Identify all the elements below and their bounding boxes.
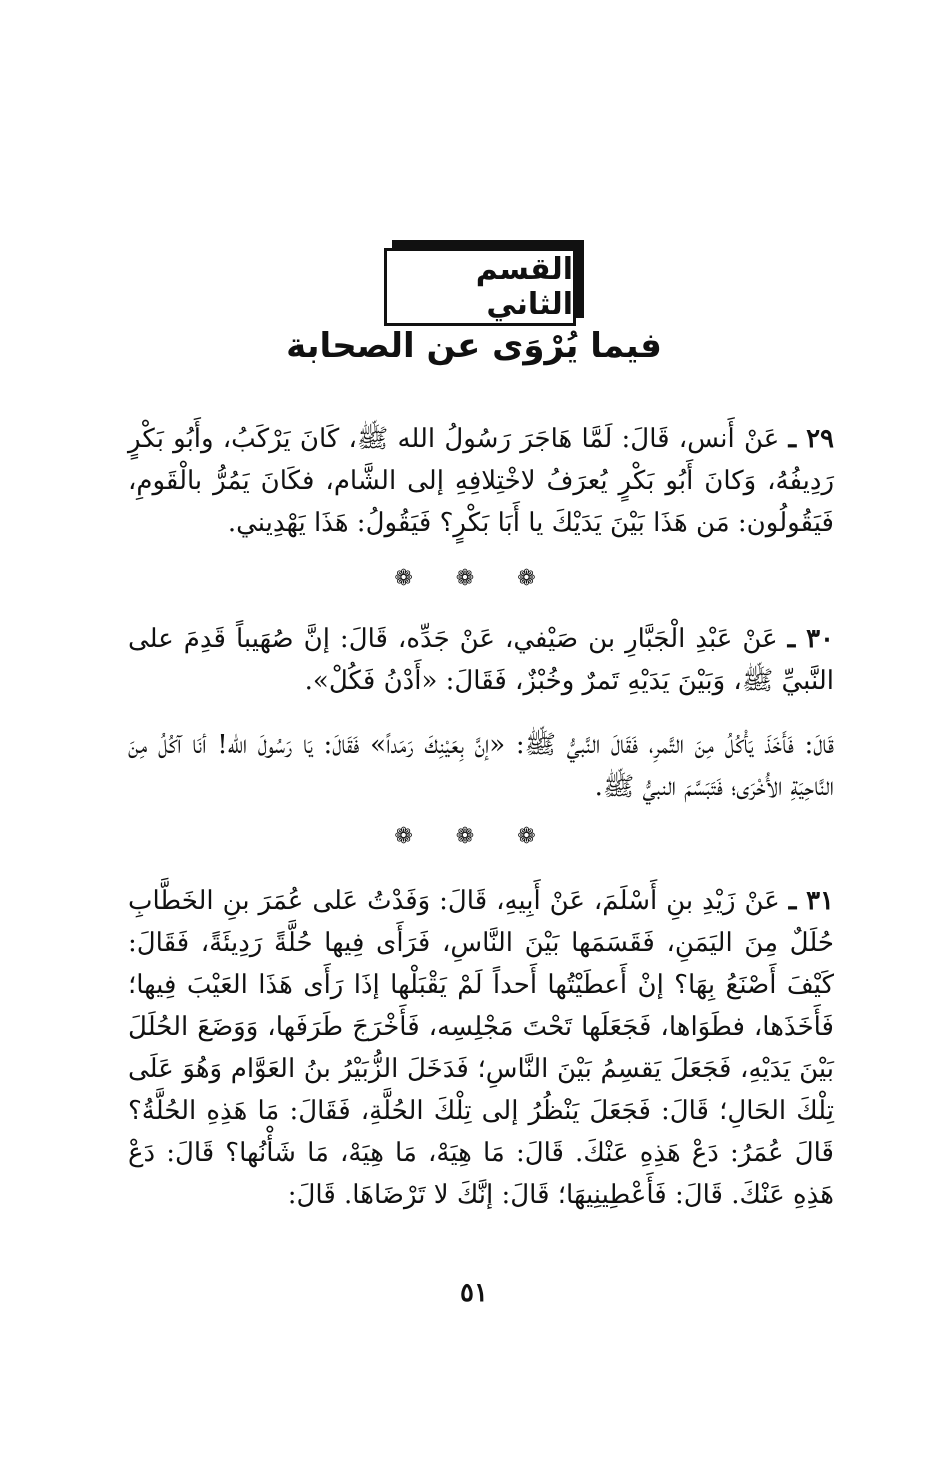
section-heading: القسم الثاني [475, 252, 573, 322]
hadith-text: قَالَ: فَأَخَذَ يَأْكُلُ مِنَ التَّمرِ، فَقَالَ النَّبيُّ ﷺ: «إنَّ بِعَيْنِكَ رَمَداً» فَقَالَ: يَا رَسُولَ الله! أنَا آكُلُ مِنَ النَّاحِيَةِ الأُخْرَى؛ فَتَبَسَّمَ النبيُّ ﷺ. [128, 730, 834, 802]
hadith-number: ٣١ ـ [788, 886, 834, 916]
hadith-30-continuation [128, 724, 834, 808]
hadith-text: عَنْ أَنس، قَالَ: لَمَّا هَاجَرَ رَسُولُ الله ﷺ، كَانَ يَرْكَبُ، وأَبُو بَكْرٍ رَدِيفُهُ، وَكانَ أَبُو بَكْرٍ يُعرَفُ لاخْتِلافِهِ إلى الشَّام، فكَانَ يَمُرُّ بالْقَومِ، فَيَقُولُون: مَن هَذَا بَيْنَ يَدَيْكَ يا أَبَا بَكْرٍ؟ فَيَقُولُ: هَذَا يَهْدِيني. [128, 424, 834, 538]
hadith-text: عَنْ زَيْدِ بنِ أَسْلَمَ، عَنْ أَبِيهِ، قَالَ: وَفَدْتُ عَلى عُمَرَ بنِ الخَطَّابِ حُلَلٌ مِنَ اليَمَنِ، فَقَسَمَها بَيْنَ النَّاسِ، فَرَأَى فِيها حُلَّةً رَدِيئَةً، فَقَالَ: كَيْفَ أَصْنَعُ بِهَا؟ إنْ أَعطَيْتُها أَحداً لَمْ يَقْبَلْها إذَا رَأَى هَذَا العَيْبَ فِيها؛ فَأَخَذَها، فطَوَاها، فَجَعَلَها تَحْتَ مَجْلِسِه، فَأَخْرَجَ طَرَفَها، وَوَضَعَ الحُلَلَ بَيْنَ يَدَيْهِ، فَجَعَلَ يَقسِمُ بَيْنَ النَّاسِ؛ فَدَخَلَ الزُّبَيْرُ بنُ العَوَّام وَهُوَ عَلَى تِلْكَ الحَالِ؛ قَالَ: فَجَعَلَ يَنْظُرُ إلى تِلْكَ الحُلَّةِ، فَقَالَ: مَا هَذِهِ الحُلَّةُ؟ قَالَ عُمَرُ: دَعْ هَذِهِ عَنْكَ. قَالَ: مَا هِيَهْ، مَا هِيَهْ، مَا شَأْنُها؟ قَالَ: دَعْ هَذِهِ عَنْكَ. قَالَ: فَأَعْطِينِيهَا؛ قَالَ: إنَّكَ لا تَرْضَاهَا. قَالَ: [128, 886, 834, 1210]
hadith-number: ٢٩ ـ [788, 424, 834, 454]
section-heading-frame [384, 248, 576, 326]
separator-ornament: ❁ ❁ ❁ [394, 566, 554, 591]
hadith-30 [128, 618, 834, 702]
page-number: ٥١ [460, 1278, 488, 1308]
hadith-text: عَنْ عَبْدِ الْجَبَّارِ بن صَيْفي، عَنْ جَدِّه، قَالَ: إنَّ صُهَيباً قَدِمَ على النَّبيِّ ﷺ، وَبَيْنَ يَدَيْهِ تَمرٌ وخُبْزٌ، فَقَالَ: «أَدْنُ فَكُلْ». [128, 624, 834, 696]
separator-ornament: ❁ ❁ ❁ [394, 824, 554, 849]
hadith-31 [128, 880, 834, 1216]
section-heading-box [384, 248, 580, 330]
hadith-29 [128, 418, 834, 544]
hadith-number: ٣٠ ـ [787, 624, 835, 654]
section-subtitle: فيما يُرْوَى عن الصحابة [286, 326, 662, 366]
